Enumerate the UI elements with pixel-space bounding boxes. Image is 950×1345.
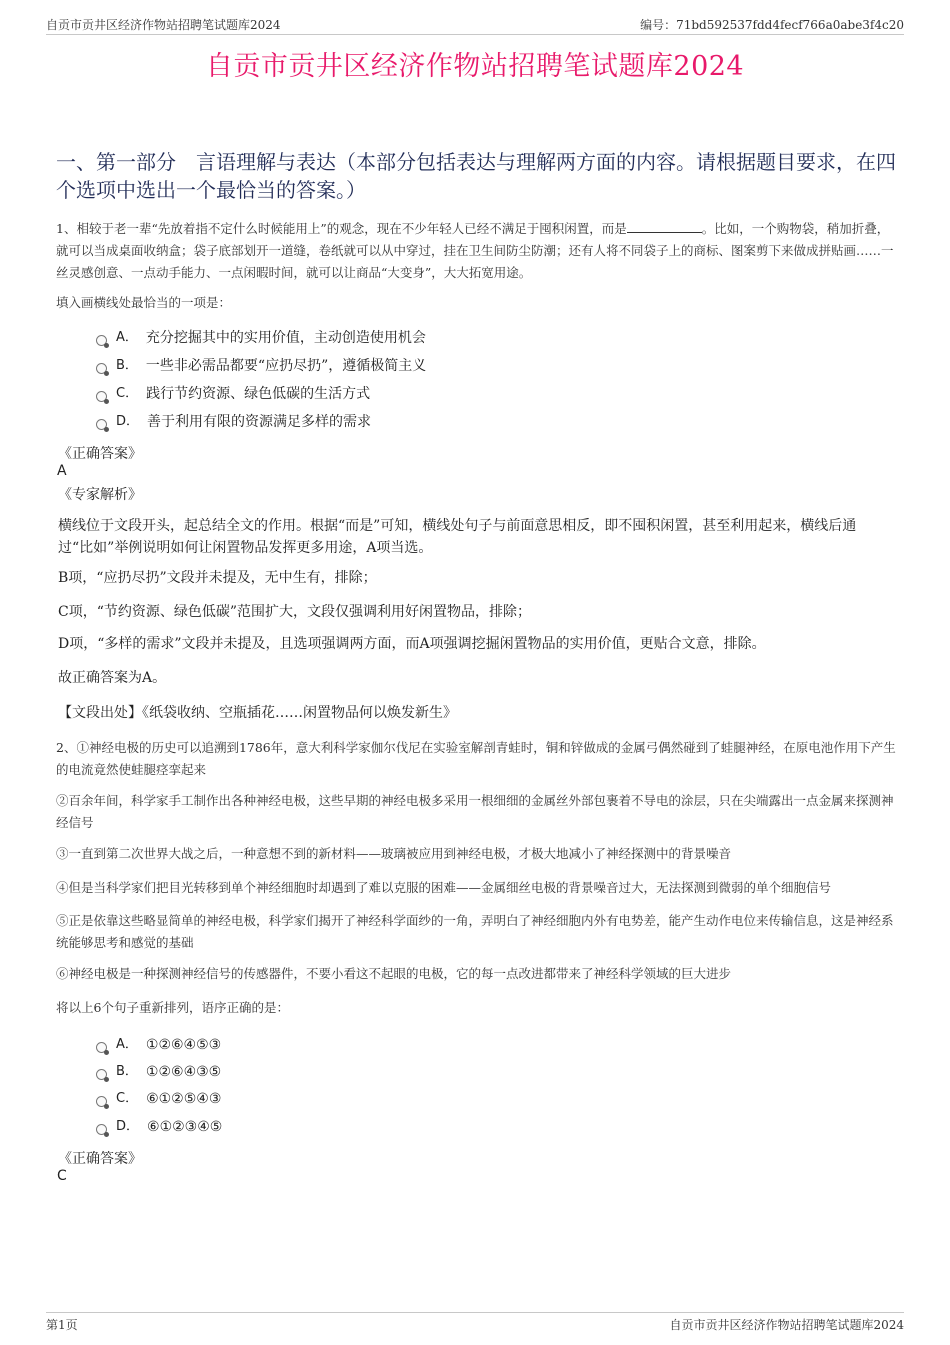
radio-icon[interactable] bbox=[96, 1042, 107, 1053]
analysis-paragraph: 横线位于文段开头，起总结全文的作用。根据“而是”可知，横线处句子与前面意思相反，即不囤积闲置，甚至利用起来，横线后通过“比如”举例说明如何让闲置物品发挥更多用途，A项当选。 bbox=[58, 518, 857, 556]
document-title: 自贡市贡井区经济作物站招聘笔试题库2024 bbox=[205, 51, 745, 82]
radio-icon[interactable] bbox=[96, 1096, 107, 1107]
radio-icon[interactable] bbox=[96, 363, 107, 374]
option-letter: A． bbox=[116, 1037, 138, 1052]
option-letter: D． bbox=[116, 414, 140, 429]
radio-icon[interactable] bbox=[96, 1124, 107, 1135]
question-1-option-c[interactable] bbox=[96, 384, 370, 404]
radio-icon[interactable] bbox=[96, 335, 107, 346]
question-2-option-d[interactable] bbox=[96, 1117, 222, 1137]
header-document-id: 编号：71bd592537fdd4fecf766a0abe3f4c20 bbox=[640, 18, 904, 32]
option-letter: B． bbox=[116, 358, 138, 373]
question-1-option-b[interactable] bbox=[96, 356, 426, 376]
question-2-sentence: ⑥神经电极是一种探测神经信号的传感器件，不要小看这不起眼的电极，它的每一点改进都带来了神经科学领域的巨大进步 bbox=[56, 966, 732, 981]
question-1-option-a[interactable] bbox=[96, 328, 426, 348]
option-letter: B． bbox=[116, 1064, 138, 1079]
page-number: 第1页 bbox=[46, 1318, 78, 1332]
source-citation: 【文段出处】《纸袋收纳、空瓶插花……闲置物品何以焕发新生》 bbox=[58, 705, 457, 721]
question-2-option-a[interactable] bbox=[96, 1035, 221, 1055]
question-2-answer-label: 《正确答案》 bbox=[58, 1151, 142, 1167]
question-2-prompt: 将以上6个句子重新排列，语序正确的是： bbox=[56, 1000, 289, 1015]
question-1-answer: A bbox=[57, 463, 67, 479]
question-2-sentence: 2、①神经电极的历史可以追溯到1786年，意大利科学家伽尔伐尼在实验室解剖青蛙时，铜和锌做成的金属弓偶然碰到了蛙腿神经，在原电池作用下产生的电流竟然使蛙腿痉挛起来 bbox=[56, 740, 896, 777]
option-text: ①②⑥④③⑤ bbox=[145, 1064, 222, 1080]
question-1-answer-label: 《正确答案》 bbox=[58, 446, 142, 462]
question-2-sentence: ④但是当科学家们把目光转移到单个神经细胞时却遇到了难以克服的困难——金属细丝电极的背景噪音过大，无法探测到微弱的单个细胞信号 bbox=[56, 880, 832, 895]
page-footer bbox=[46, 1312, 904, 1337]
analysis-paragraph: D项，“多样的需求”文段并未提及，且选项强调两方面，而A项强调挖掘闲置物品的实用价值，更贴合文意，排除。 bbox=[58, 636, 766, 652]
section-title: 一、第一部分 言语理解与表达（本部分包括表达与理解两方面的内容。请根据题目要求，在四个选项中选出一个最恰当的答案。） bbox=[56, 150, 896, 202]
option-letter: C． bbox=[116, 386, 139, 401]
question-1-stem-part-b: 。比如，一个购物袋，稍加折叠，就可以当成桌面收纳盒；袋子底部划开一道缝，卷纸就可以从中穿过，挂在卫生间防尘防潮；还有人将不同袋子上的商标、图案剪下来做成拼贴画……一丝灵感创意、一点动手能力、一点闲暇时间，就可以让商品“大变身”，大大拓宽用途。 bbox=[56, 221, 894, 280]
radio-icon[interactable] bbox=[96, 391, 107, 402]
question-2-option-b[interactable] bbox=[96, 1062, 221, 1082]
option-text: ⑥①②⑤④③ bbox=[146, 1091, 222, 1107]
analysis-paragraph: 故正确答案为A。 bbox=[58, 670, 167, 686]
question-1-option-d[interactable] bbox=[96, 412, 371, 432]
option-letter: D． bbox=[116, 1119, 140, 1134]
question-1-stem bbox=[56, 218, 898, 284]
question-1-stem-part-a: 1、相较于老一辈“先放着指不定什么时候能用上”的观念，现在不少年轻人已经不满足于囤积闲置，而是 bbox=[56, 221, 627, 236]
option-text: 践行节约资源、绿色低碳的生活方式 bbox=[146, 386, 371, 402]
option-text: 善于利用有限的资源满足多样的需求 bbox=[147, 414, 372, 430]
option-text: 充分挖掘其中的实用价值，主动创造使用机会 bbox=[145, 330, 426, 346]
header-left-title: 自贡市贡井区经济作物站招聘笔试题库2024 bbox=[46, 18, 281, 32]
radio-icon[interactable] bbox=[96, 1069, 107, 1080]
fill-blank-line bbox=[627, 219, 702, 233]
footer-title: 自贡市贡井区经济作物站招聘笔试题库2024 bbox=[669, 1318, 904, 1332]
option-text: ⑥①②③④⑤ bbox=[147, 1119, 223, 1135]
analysis-paragraph: B项，“应扔尽扔”文段并未提及，无中生有，排除； bbox=[58, 570, 377, 586]
option-text: 一些非必需品都要“应扔尽扔”，遵循极简主义 bbox=[145, 358, 427, 374]
question-2-sentence: ⑤正是依靠这些略显简单的神经电极，科学家们揭开了神经科学面纱的一角，弄明白了神经细胞内外有电势差，能产生动作电位来传输信息，这是神经系统能够思考和感觉的基础 bbox=[56, 913, 894, 950]
question-1-prompt: 填入画横线处最恰当的一项是： bbox=[56, 295, 232, 310]
question-2-answer: C bbox=[57, 1168, 67, 1184]
question-2-sentence: ③一直到第二次世界大战之后，一种意想不到的新材料——玻璃被应用到神经电极，才极大地减小了神经探测中的背景噪音 bbox=[56, 846, 732, 861]
option-letter: C． bbox=[116, 1091, 139, 1106]
page-header bbox=[46, 12, 904, 35]
option-text: ①②⑥④⑤③ bbox=[145, 1037, 222, 1053]
question-1-analysis-label: 《专家解析》 bbox=[58, 487, 142, 503]
analysis-paragraph: C项，“节约资源、绿色低碳”范围扩大，文段仅强调利用好闲置物品，排除； bbox=[58, 604, 532, 620]
option-letter: A． bbox=[116, 330, 138, 345]
radio-icon[interactable] bbox=[96, 419, 107, 430]
question-2-sentence: ②百余年间，科学家手工制作出各种神经电极，这些早期的神经电极多采用一根细细的金属丝外部包裹着不导电的涂层，只在尖端露出一点金属来探测神经信号 bbox=[56, 793, 894, 830]
question-2-option-c[interactable] bbox=[96, 1089, 221, 1109]
